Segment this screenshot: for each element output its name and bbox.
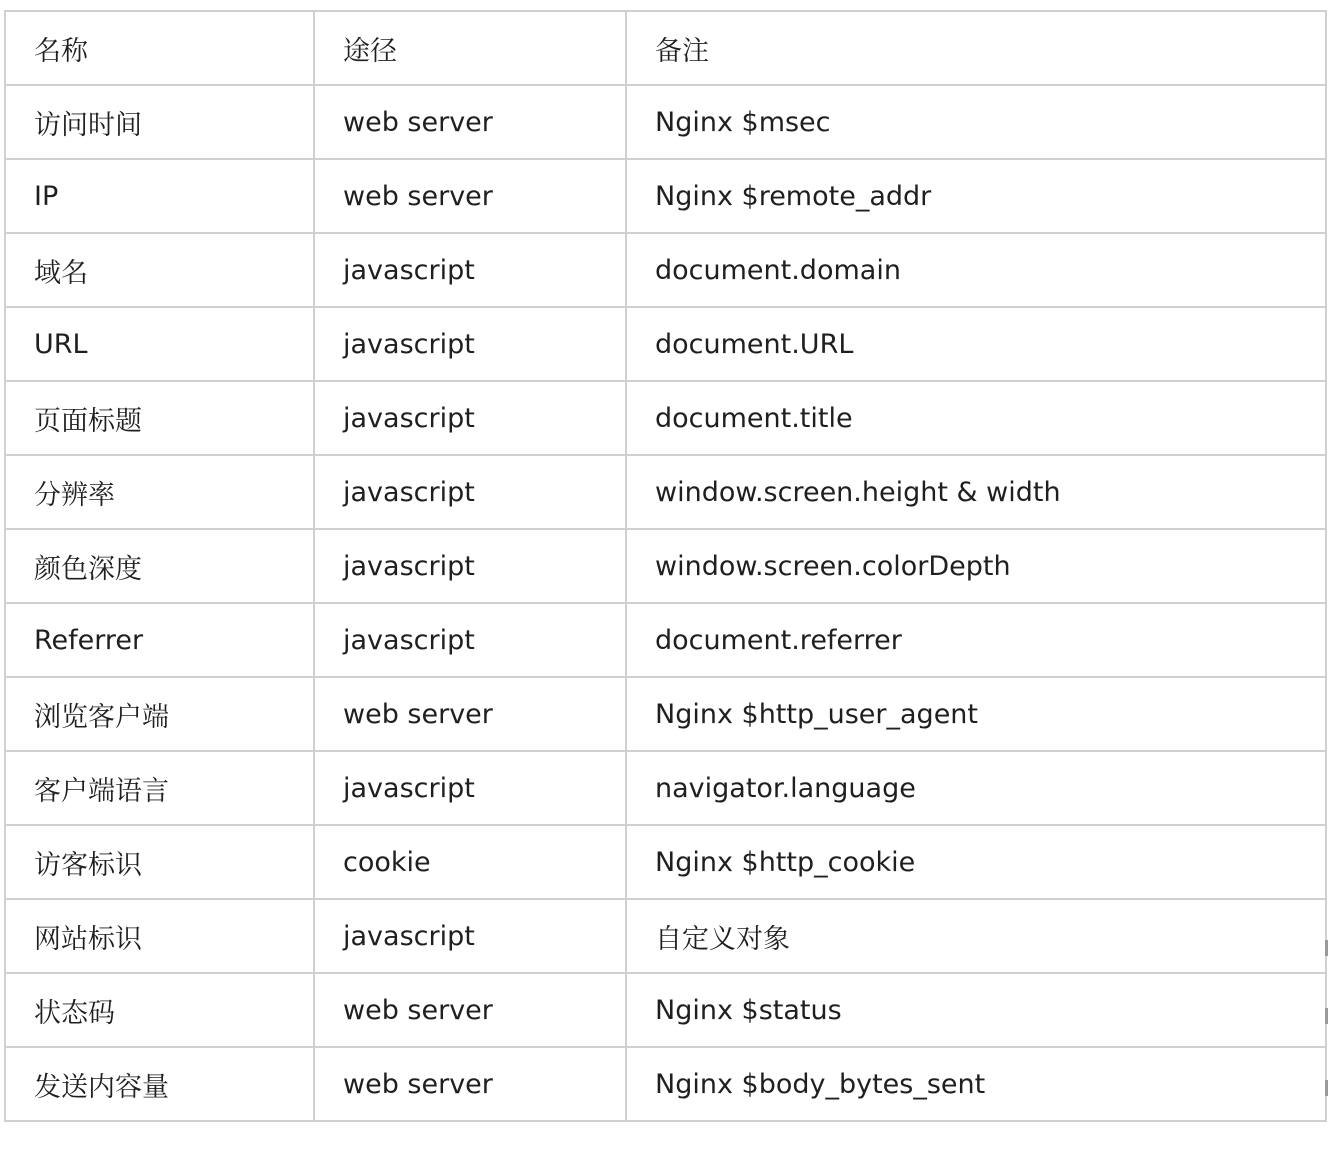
header-name: 名称 [5,11,314,85]
cell-name: 页面标题 [5,381,314,455]
cell-source: web server [314,1047,626,1121]
cell-note: 自定义对象 [626,899,1326,973]
cell-source: javascript [314,899,626,973]
table-row [5,455,1326,529]
table-row [5,529,1326,603]
cell-source: javascript [314,307,626,381]
table-row [5,307,1326,381]
table-row [5,159,1326,233]
cell-source: web server [314,159,626,233]
cell-source: javascript [314,529,626,603]
cell-name: Referrer [5,603,314,677]
table-row [5,899,1326,973]
cell-source: web server [314,85,626,159]
cell-note: Nginx $http_cookie [626,825,1326,899]
cell-note: Nginx $remote_addr [626,159,1326,233]
cell-note: document.referrer [626,603,1326,677]
data-table [4,10,1327,1122]
table-row [5,85,1326,159]
cell-source: cookie [314,825,626,899]
table-row [5,751,1326,825]
cell-name: 浏览客户端 [5,677,314,751]
cell-note: Nginx $status [626,973,1326,1047]
cell-name: 访问时间 [5,85,314,159]
table-row [5,677,1326,751]
header-note: 备注 [626,11,1326,85]
table-header [5,11,1326,85]
cell-source: javascript [314,233,626,307]
cell-note: navigator.language [626,751,1326,825]
cell-name: 访客标识 [5,825,314,899]
cell-source: web server [314,677,626,751]
cell-note: Nginx $msec [626,85,1326,159]
cell-note: window.screen.colorDepth [626,529,1326,603]
table-row [5,381,1326,455]
cell-note: window.screen.height & width [626,455,1326,529]
table-row [5,1047,1326,1121]
cell-note: document.domain [626,233,1326,307]
header-row [5,11,1326,85]
cell-source: javascript [314,751,626,825]
header-source: 途径 [314,11,626,85]
cell-name: 发送内容量 [5,1047,314,1121]
cell-name: 状态码 [5,973,314,1047]
table-row [5,233,1326,307]
cell-name: 分辨率 [5,455,314,529]
table-row [5,603,1326,677]
cell-note: Nginx $http_user_agent [626,677,1326,751]
cell-note: document.URL [626,307,1326,381]
cell-source: web server [314,973,626,1047]
table-row [5,973,1326,1047]
cell-source: javascript [314,603,626,677]
cell-note: document.title [626,381,1326,455]
data-table-container [4,10,1327,1122]
cell-name: 颜色深度 [5,529,314,603]
table-row [5,825,1326,899]
cell-name: 域名 [5,233,314,307]
cell-note: Nginx $body_bytes_sent [626,1047,1326,1121]
cell-source: javascript [314,455,626,529]
cell-name: 客户端语言 [5,751,314,825]
cell-name: 网站标识 [5,899,314,973]
cell-name: URL [5,307,314,381]
cell-source: javascript [314,381,626,455]
table-body [5,85,1326,1121]
cell-name: IP [5,159,314,233]
